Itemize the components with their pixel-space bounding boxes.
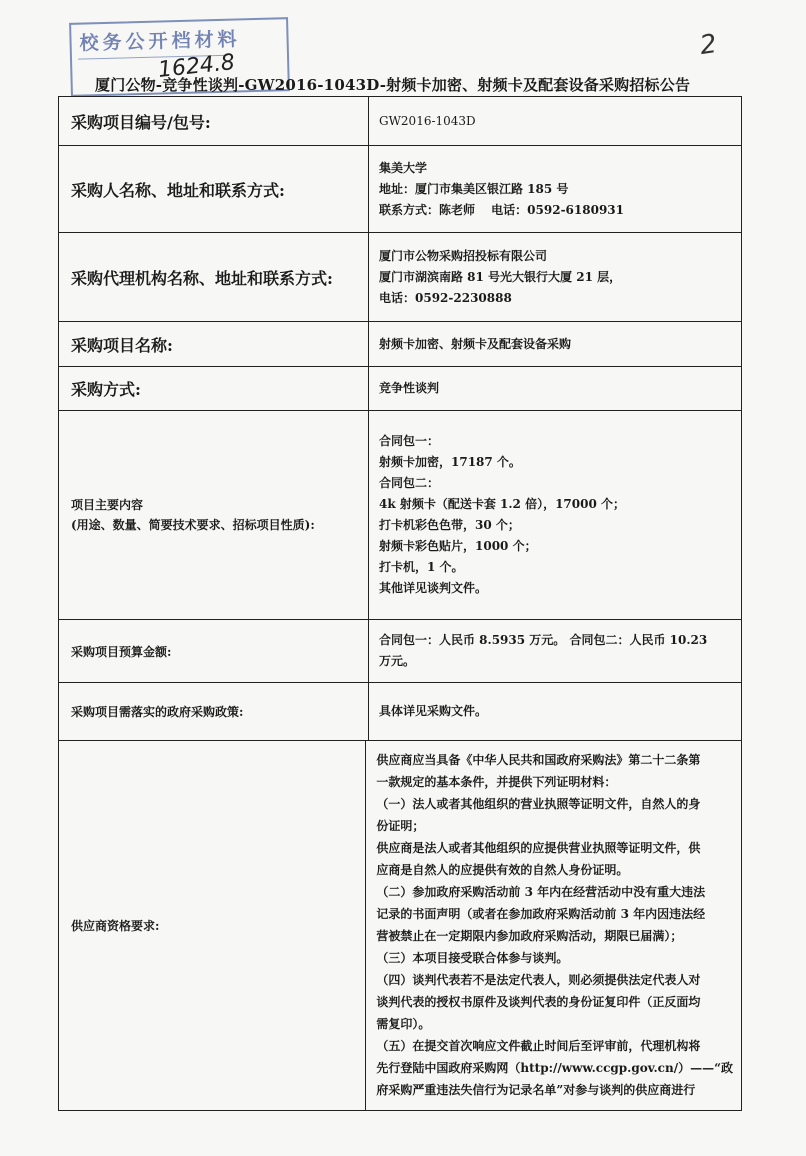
qualification-line: 份证明；	[376, 819, 425, 833]
row-qualification	[59, 741, 741, 1110]
project-no-label: 采购项目编号/包号:	[59, 97, 369, 145]
content-line: 4k 射频卡（配送卡套 1.2 倍），17000 个；	[379, 497, 626, 511]
agency-name: 厦门市公物采购招投标有限公司	[379, 248, 548, 263]
qualification-line: 谈判代表的授权书原件及谈判代表的身份证复印件（正反面均	[376, 995, 701, 1009]
content-line: 合同包一：	[379, 434, 440, 448]
row-purchaser	[59, 146, 741, 233]
row-project-name	[59, 322, 741, 367]
project-no-value: GW2016-1043D	[379, 113, 476, 128]
qualification-line: 一款规定的基本条件，并提供下列证明材料：	[376, 775, 617, 789]
budget-line: 万元。	[379, 654, 416, 668]
qualification-line: 供应商应当具备《中华人民共和国政府采购法》第二十二条第	[376, 753, 701, 767]
content-label	[59, 411, 369, 619]
qualification-line: （四）谈判代表若不是法定代表人，则必须提供法定代表人对	[376, 973, 701, 987]
content-line: 射频卡彩色贴片，1000 个；	[379, 539, 537, 553]
row-project-no	[59, 97, 741, 146]
content-line: 打卡机彩色色带，30 个；	[379, 518, 520, 532]
purchaser-label: 采购人名称、地址和联系方式:	[59, 146, 369, 232]
content-line: 射频卡加密，17187 个。	[379, 455, 521, 469]
qualification-line: 供应商是法人或者其他组织的应提供营业执照等证明文件，供	[376, 841, 701, 855]
policy-label: 采购项目需落实的政府采购政策:	[59, 683, 369, 740]
budget-label: 采购项目预算金额:	[59, 620, 369, 682]
content-line: 打卡机，1 个。	[379, 560, 464, 574]
row-method	[59, 367, 741, 411]
qualification-line: 记录的书面声明（或者在参加政府采购活动前 3 年内因违法经	[376, 907, 706, 921]
document-title: 厦门公物-竞争性谈判-GW2016-1043D-射频卡加密、射频卡及配套设备采购招标公告	[95, 76, 691, 94]
row-content	[59, 411, 741, 620]
content-line: 其他详见谈判文件。	[379, 581, 488, 595]
qualification-line: （二）参加政府采购活动前 3 年内在经营活动中没有重大违法	[376, 885, 706, 899]
project-name-value: 射频卡加密、射频卡及配套设备采购	[379, 336, 572, 351]
method-value: 竞争性谈判	[379, 381, 440, 395]
qualification-line: （一）法人或者其他组织的营业执照等证明文件，自然人的身	[376, 797, 701, 811]
project-name-label: 采购项目名称:	[59, 322, 369, 366]
qualification-line: 营被禁止在一定期限内参加政府采购活动，期限已届满）；	[376, 929, 683, 943]
policy-value: 具体详见采购文件。	[379, 704, 488, 718]
page-number: 2	[697, 28, 719, 62]
content-line: 合同包二：	[379, 476, 440, 490]
content-label-line1: 项目主要内容	[71, 498, 144, 512]
qualification-line: 先行登陆中国政府采购网（http://www.ccgp.gov.cn/）——“政	[376, 1061, 733, 1075]
method-label: 采购方式:	[59, 367, 369, 410]
purchaser-name: 集美大学	[379, 160, 428, 175]
agency-address: 厦门市湖滨南路 81 号光大银行大厦 21 层，	[379, 269, 622, 284]
purchaser-contact: 联系方式：陈老师 电话：0592-6180931	[379, 202, 625, 217]
qualification-line: 应商是自然人的应提供有效的自然人身份证明。	[376, 863, 629, 877]
announcement-table	[58, 96, 742, 1111]
qualification-line: （三）本项目接受联合体参与谈判。	[376, 951, 569, 965]
row-budget	[59, 620, 741, 683]
row-agency	[59, 233, 741, 322]
agency-label: 采购代理机构名称、地址和联系方式:	[59, 233, 369, 321]
agency-phone: 电话：0592-2230888	[379, 290, 512, 305]
qualification-line: 需复印）。	[376, 1017, 431, 1031]
qualification-line: （五）在提交首次响应文件截止时间后至评审前，代理机构将	[376, 1039, 701, 1053]
content-label-line2: (用途、数量、简要技术要求、招标项目性质):	[71, 518, 315, 532]
stamp-text: 校务公开档材料	[79, 28, 241, 55]
row-policy	[59, 683, 741, 741]
qualification-label: 供应商资格要求:	[59, 741, 366, 1110]
handwritten-number: 1624.8	[156, 50, 237, 83]
qualification-line: 府采购严重违法失信行为记录名单”对参与谈判的供应商进行	[376, 1083, 696, 1097]
purchaser-address: 地址：厦门市集美区银江路 185 号	[379, 181, 569, 196]
budget-line: 合同包一：人民币 8.5935 万元。 合同包二：人民币 10.23	[379, 633, 708, 647]
